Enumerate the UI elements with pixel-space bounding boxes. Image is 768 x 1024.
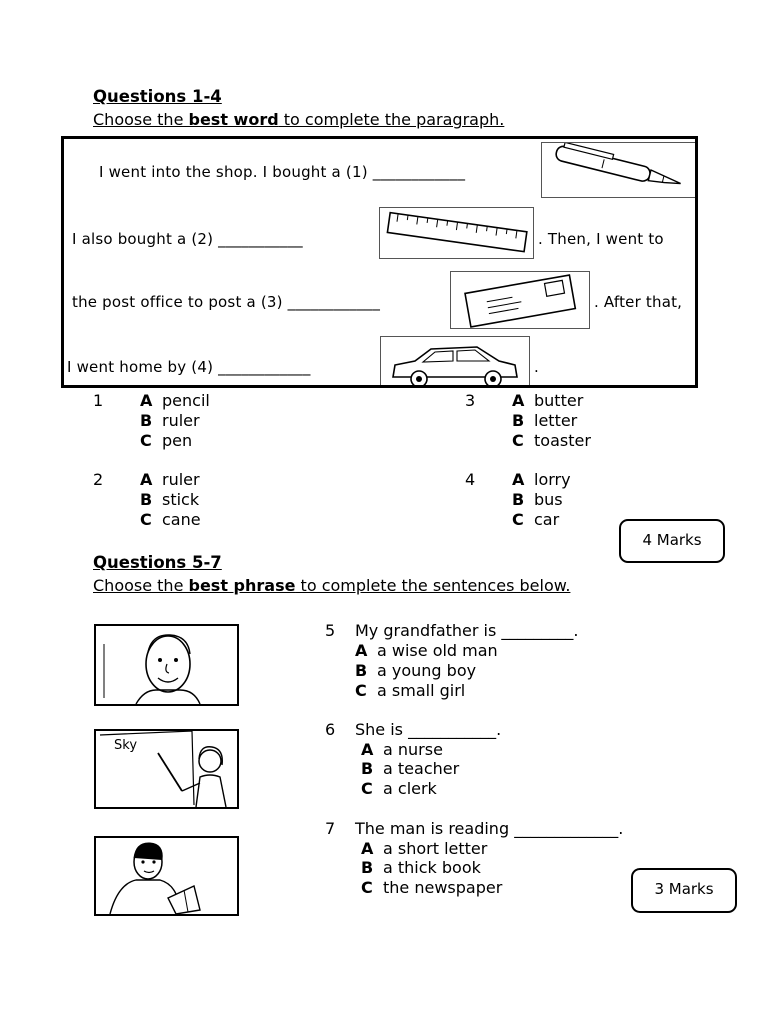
option-text: letter — [534, 411, 578, 430]
q5-option-a[interactable] — [355, 641, 498, 660]
q2-option-c[interactable] — [140, 510, 201, 529]
option-letter: B — [361, 858, 374, 877]
q3-option-a[interactable] — [512, 391, 583, 410]
option-letter: C — [140, 431, 152, 450]
option-text: butter — [534, 391, 584, 410]
section1-heading: Questions 1-4 — [93, 87, 222, 106]
option-text: a nurse — [383, 740, 443, 759]
q7-option-b[interactable] — [361, 858, 481, 877]
board-word: Sky — [114, 738, 138, 753]
car-picture — [380, 336, 530, 388]
question-1-number: 1 — [93, 391, 104, 410]
paragraph-line-2b: . Then, I went to — [538, 230, 664, 248]
q1-option-a[interactable] — [140, 391, 210, 410]
option-text: pen — [162, 431, 193, 450]
option-text: a clerk — [383, 779, 437, 798]
option-letter: C — [140, 510, 152, 529]
option-letter: A — [140, 391, 153, 410]
option-text: lorry — [534, 470, 571, 489]
ruler-picture — [379, 207, 534, 259]
ruler-icon — [380, 208, 533, 258]
q5-stem: My grandfather is _________. — [355, 621, 579, 640]
pen-picture — [541, 142, 696, 198]
q2-option-a[interactable] — [140, 470, 200, 489]
option-letter: C — [355, 681, 367, 700]
grandfather-icon — [96, 626, 237, 704]
q5-option-c[interactable] — [355, 681, 465, 700]
q5-option-b[interactable] — [355, 661, 476, 680]
option-text: ruler — [162, 411, 200, 430]
q4-option-a[interactable] — [512, 470, 571, 489]
question-6-number: 6 — [325, 720, 336, 739]
teacher-icon — [96, 731, 237, 807]
option-letter: A — [140, 470, 153, 489]
instr-text: Choose the — [93, 576, 189, 595]
q3-option-b[interactable] — [512, 411, 577, 430]
paragraph-box — [61, 136, 698, 388]
q2-option-b[interactable] — [140, 490, 199, 509]
option-letter: C — [361, 878, 373, 897]
q7-stem: The man is reading _____________. — [355, 819, 624, 838]
q4-option-b[interactable] — [512, 490, 563, 509]
option-letter: C — [512, 510, 524, 529]
reading-man-icon — [96, 838, 237, 914]
option-text: bus — [534, 490, 563, 509]
question-4-number: 4 — [465, 470, 476, 489]
option-text: a young boy — [377, 661, 477, 680]
section2-heading: Questions 5-7 — [93, 553, 222, 572]
question-5-number: 5 — [325, 621, 336, 640]
q6-option-c[interactable] — [361, 779, 437, 798]
teacher-picture — [94, 729, 239, 809]
option-letter: A — [512, 470, 525, 489]
option-text: toaster — [534, 431, 591, 450]
option-letter: A — [361, 740, 374, 759]
option-letter: B — [512, 411, 525, 430]
paragraph-line-3a: the post office to post a (3) ____________ — [72, 293, 381, 311]
option-letter: A — [361, 839, 374, 858]
instr-text: to complete the paragraph. — [278, 110, 505, 129]
option-letter: B — [355, 661, 368, 680]
option-letter: B — [140, 490, 153, 509]
grandfather-picture — [94, 624, 239, 706]
section1-instruction — [93, 110, 504, 129]
option-text: pencil — [162, 391, 210, 410]
reading-man-picture — [94, 836, 239, 916]
option-text: ruler — [162, 470, 200, 489]
q1-option-c[interactable] — [140, 431, 192, 450]
question-3-number: 3 — [465, 391, 476, 410]
question-7-number: 7 — [325, 819, 336, 838]
option-text: a wise old man — [377, 641, 498, 660]
instr-text: to complete the sentences below. — [295, 576, 571, 595]
paragraph-line-1: I went into the shop. I bought a (1) ____________ — [99, 163, 466, 181]
pen-icon — [542, 143, 695, 197]
envelope-icon — [451, 272, 589, 328]
envelope-picture — [450, 271, 590, 329]
section1-marks-box: 4 Marks — [619, 519, 725, 563]
q6-option-b[interactable] — [361, 759, 459, 778]
q6-stem: She is ___________. — [355, 720, 502, 739]
q4-option-c[interactable] — [512, 510, 559, 529]
option-letter: C — [512, 431, 524, 450]
option-letter: C — [361, 779, 373, 798]
option-text: the newspaper — [383, 878, 503, 897]
instr-bold: best word — [188, 110, 279, 129]
option-text: a teacher — [383, 759, 460, 778]
car-icon — [381, 337, 529, 388]
instr-text: Choose the — [93, 110, 189, 129]
section2-instruction — [93, 576, 570, 595]
instr-bold: best phrase — [188, 576, 296, 595]
paragraph-line-3b: . After that, — [594, 293, 683, 311]
option-text: car — [534, 510, 560, 529]
q7-option-c[interactable] — [361, 878, 502, 897]
option-text: a thick book — [383, 858, 481, 877]
paragraph-line-4a: I went home by (4) ____________ — [67, 358, 311, 376]
q6-option-a[interactable] — [361, 740, 443, 759]
q1-option-b[interactable] — [140, 411, 200, 430]
question-2-number: 2 — [93, 470, 104, 489]
option-text: cane — [162, 510, 201, 529]
option-letter: B — [512, 490, 525, 509]
q7-option-a[interactable] — [361, 839, 487, 858]
paragraph-line-2a: I also bought a (2) ___________ — [72, 230, 303, 248]
paragraph-line-4b: . — [534, 358, 539, 376]
option-letter: B — [140, 411, 153, 430]
option-letter: B — [361, 759, 374, 778]
option-text: a short letter — [383, 839, 488, 858]
q3-option-c[interactable] — [512, 431, 591, 450]
option-letter: A — [512, 391, 525, 410]
option-text: a small girl — [377, 681, 466, 700]
section2-marks-box: 3 Marks — [631, 868, 737, 913]
option-letter: A — [355, 641, 368, 660]
option-text: stick — [162, 490, 200, 509]
